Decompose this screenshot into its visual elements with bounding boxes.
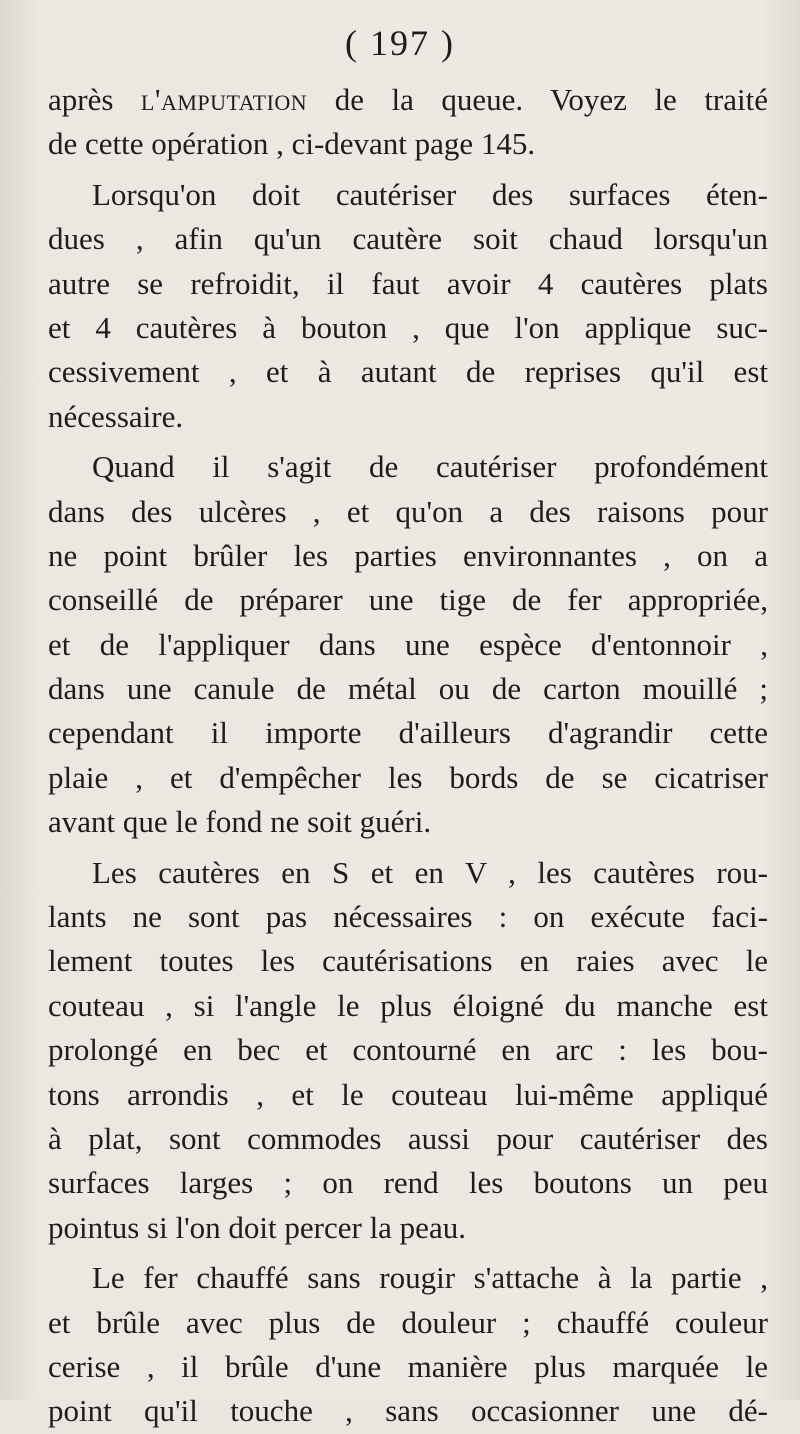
text-line: couteau , si l'angle le plus éloigné du manche est xyxy=(48,987,768,1023)
text-line: cessivement , et à autant de reprises qu'il est xyxy=(48,354,768,390)
paragraph-5 xyxy=(48,1256,768,1434)
text-line: Quand il s'agit de cautériser profondément xyxy=(92,449,768,485)
body-text xyxy=(48,78,768,1434)
text-line: cependant il importe d'ailleurs d'agrandir cette xyxy=(48,715,768,751)
text-line: et de l'appliquer dans une espèce d'entonnoir , xyxy=(48,626,768,662)
text-segment: de la queue. Voyez le traité xyxy=(307,82,769,117)
paragraph-3 xyxy=(48,445,768,845)
text-line: et brûle avec plus de douleur ; chauffé couleur xyxy=(48,1304,768,1340)
text-line: avant que le fond ne soit guéri. xyxy=(48,804,432,840)
text-line: dans une canule de métal ou de carton mouillé ; xyxy=(48,671,768,707)
text-line: Lorsqu'on doit cautériser des surfaces éten- xyxy=(92,176,768,212)
page-number: ( 197 ) xyxy=(345,23,455,63)
text-line: lement toutes les cautérisations en raies avec le xyxy=(48,943,768,979)
text-line: tons arrondis , et le couteau lui-même appliqué xyxy=(48,1076,768,1112)
text-line xyxy=(48,78,768,122)
text-line: surfaces larges ; on rend les boutons un peu xyxy=(48,1165,768,1201)
text-line: à plat, sont commodes aussi pour cautériser des xyxy=(48,1120,768,1156)
text-line: ne point brûler les parties environnantes , on a xyxy=(48,537,768,573)
text-line: prolongé en bec et contourné en arc : les bou- xyxy=(48,1032,768,1068)
paragraph-2 xyxy=(48,173,768,439)
text-line: et 4 cautères à bouton , que l'on applique suc- xyxy=(48,309,768,345)
text-segment: après xyxy=(48,82,141,117)
text-line: dans des ulcères , et qu'on a des raisons pour xyxy=(48,493,768,529)
text-line: conseillé de préparer une tige de fer appropriée, xyxy=(48,582,768,618)
text-line: lants ne sont pas nécessaires : on exécute faci- xyxy=(48,899,768,935)
text-line: point qu'il touche , sans occasionner une dé- xyxy=(48,1393,768,1429)
text-line: Les cautères en S et en V , les cautères rou- xyxy=(92,854,768,890)
paragraph-1 xyxy=(48,78,768,167)
text-line: dues , afin qu'un cautère soit chaud lorsqu'un xyxy=(48,221,768,257)
text-line: autre se refroidit, il faut avoir 4 cautères plats xyxy=(48,265,768,301)
text-line: plaie , et d'empêcher les bords de se cicatriser xyxy=(48,759,768,795)
text-line: Le fer chauffé sans rougir s'attache à la partie , xyxy=(92,1260,768,1296)
text-line: cerise , il brûle d'une manière plus marquée le xyxy=(48,1348,768,1384)
small-caps-term: l'amputation xyxy=(140,82,308,117)
paragraph-4 xyxy=(48,851,768,1251)
text-line: pointus si l'on doit percer la peau. xyxy=(48,1209,466,1245)
text-line: nécessaire. xyxy=(48,398,184,434)
text-line: de cette opération , ci-devant page 145. xyxy=(48,126,536,162)
